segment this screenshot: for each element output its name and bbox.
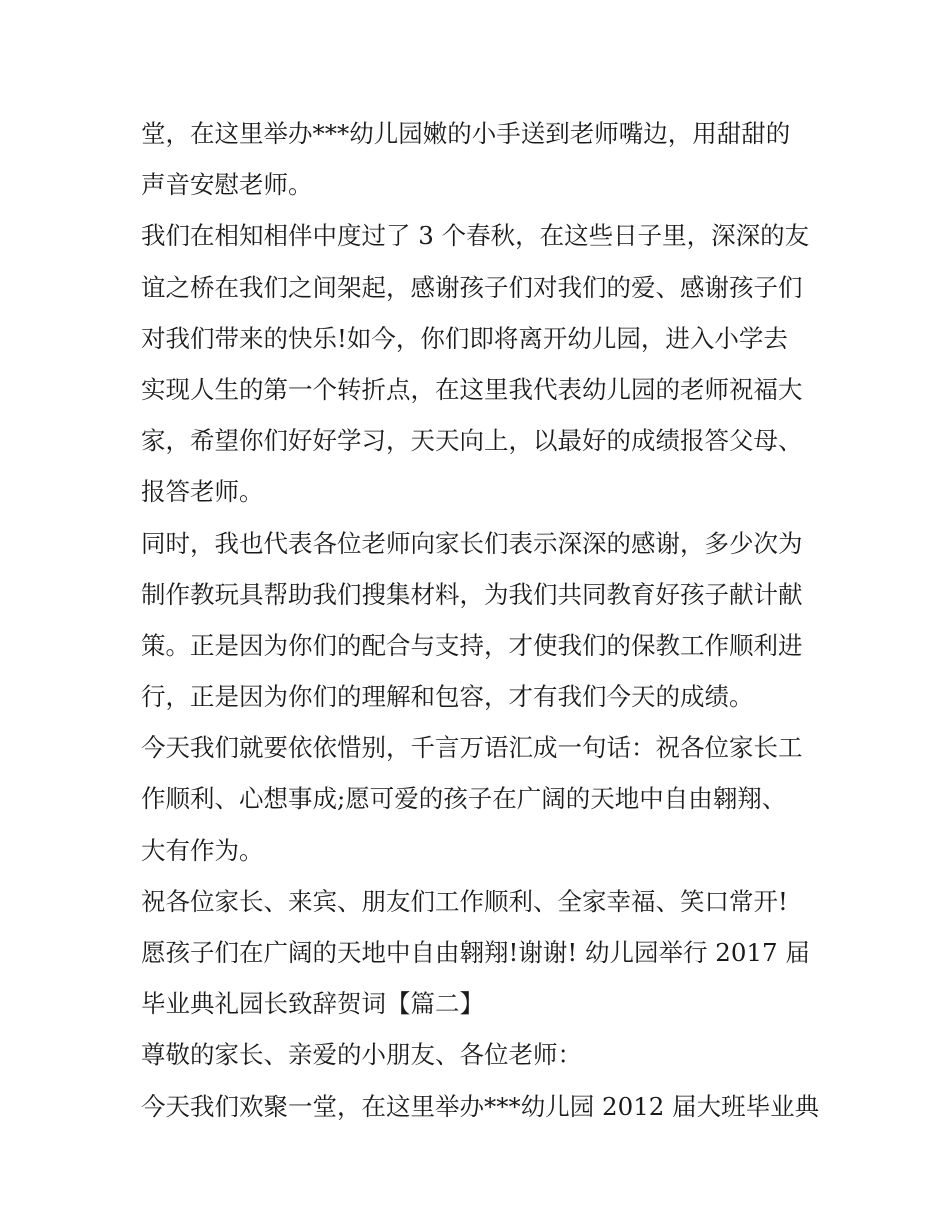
text-line: 家，希望你们好好学习，天天向上，以最好的成绩报答父母、 — [141, 426, 803, 456]
text-line: 我们在相知相伴中度过了 3 个春秋，在这些日子里，深深的友 — [141, 221, 810, 251]
text-line: 祝各位家长、来宾、朋友们工作顺利、全家幸福、笑口常开! — [141, 886, 788, 916]
text-line: 今天我们欢聚一堂，在这里举办***幼儿园 2012 届大班毕业典 — [141, 1091, 820, 1121]
text-line: 同时，我也代表各位老师向家长们表示深深的感谢，多少次为 — [141, 528, 803, 558]
text-line: 实现人生的第一个转折点，在这里我代表幼儿园的老师祝福大 — [141, 374, 803, 404]
text-line: 行，正是因为你们的理解和包容，才有我们今天的成绩。 — [141, 682, 754, 712]
text-line: 大有作为。 — [141, 835, 264, 865]
text-line: 谊之桥在我们之间架起，感谢孩子们对我们的爱、感谢孩子们 — [141, 272, 803, 302]
text-line: 声音安慰老师。 — [141, 170, 313, 200]
text-line: 愿孩子们在广阔的天地中自由翱翔!谢谢! 幼儿园举行 2017 届 — [141, 938, 810, 967]
text-line: 对我们带来的快乐!如今，你们即将离开幼儿园，进入小学去 — [141, 323, 788, 353]
salutation: 尊敬的家长、亲爱的小朋友、各位老师： — [141, 1040, 582, 1070]
text-line: 堂，在这里举办***幼儿园嫩的小手送到老师嘴边，用甜甜的 — [141, 119, 791, 148]
document-body — [141, 108, 821, 1132]
text-line: 策。正是因为你们的配合与支持，才使我们的保教工作顺利进 — [141, 630, 803, 660]
text-line: 作顺利、心想事成;愿可爱的孩子在广阔的天地中自由翱翔、 — [141, 784, 787, 814]
text-line: 今天我们就要依依惜别，千言万语汇成一句话：祝各位家长工 — [141, 733, 803, 763]
text-line: 制作教玩具帮助我们搜集材料，为我们共同教育好孩子献计献 — [141, 579, 803, 609]
text-line: 报答老师。 — [141, 477, 264, 507]
section-heading: 毕业典礼园长致辞贺词【篇二】 — [141, 989, 484, 1019]
